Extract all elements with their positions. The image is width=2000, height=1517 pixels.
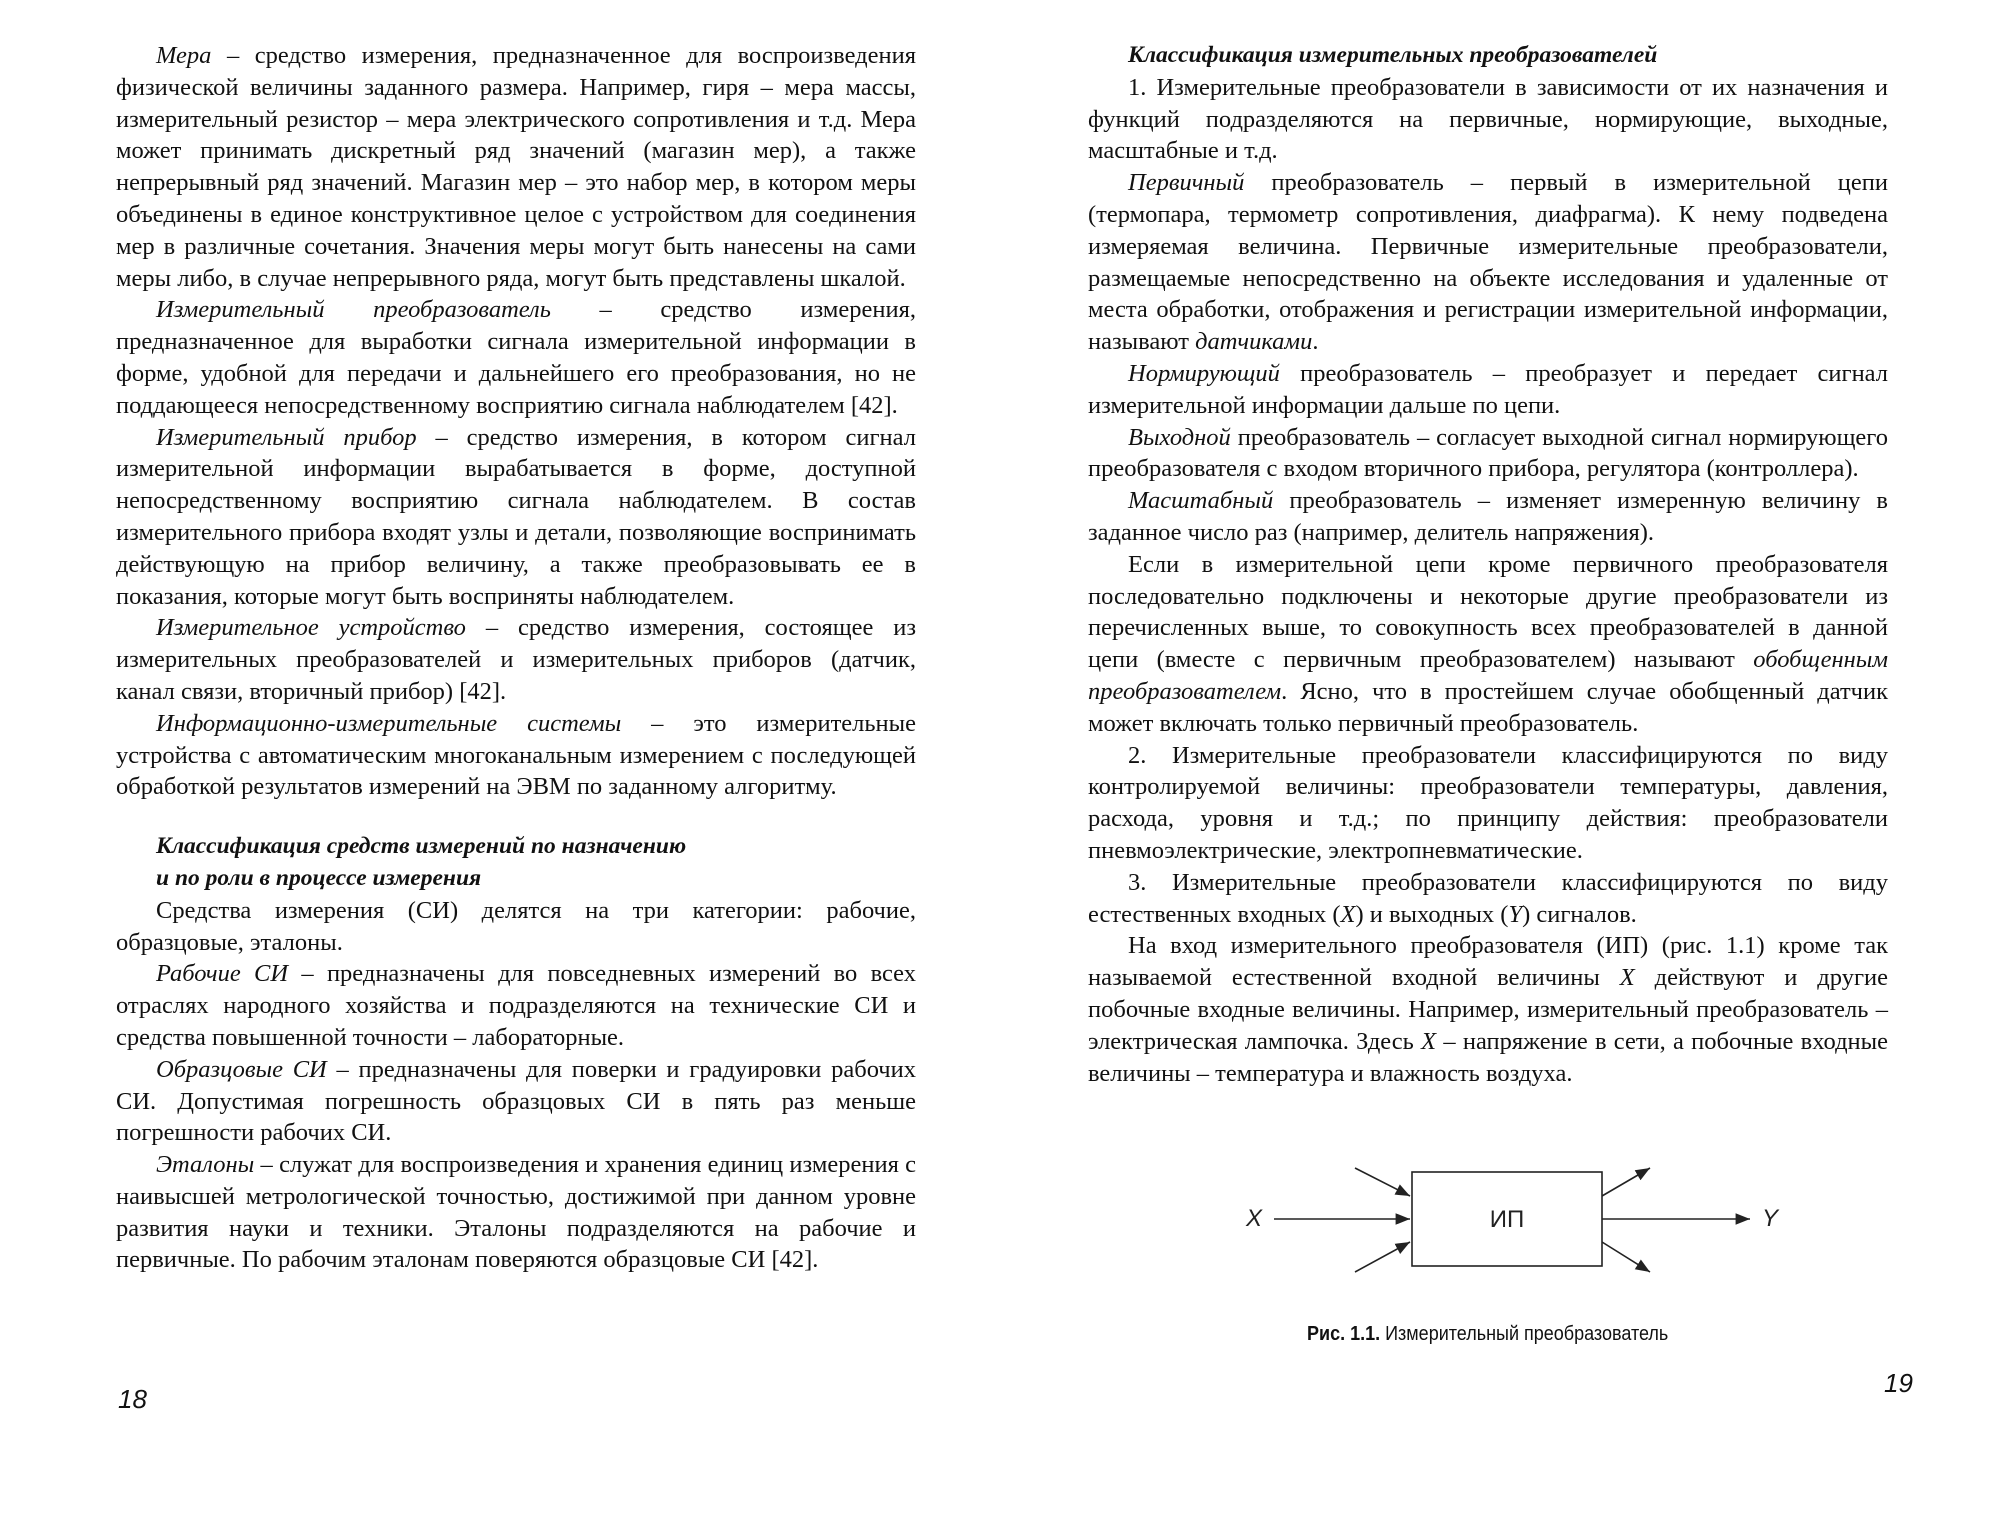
paragraph-text: действуют и другие побочные входные величины. Например, измерительный преобразователь – электрическая лампочка. Здесь — [1088, 964, 1888, 1055]
heading-line: Классификация средств измерений по назначению — [156, 833, 687, 860]
right-page — [1088, 40, 1888, 1089]
paragraph-text: – средство измерения, в котором сигнал измерительной информации вырабатывается в форме, доступной непосредственному восприятию сигнала наблюдателем. В состав измерительного прибора входят узлы и детали, позволяющие воспринимать действующую на прибор величину, а также преобразовывать ее в показания, которые могут быть восприняты наблюдателем. — [116, 423, 916, 610]
term: обобщенным преобразователем — [1088, 646, 1888, 705]
paragraph-text: – средство измерения, состоящее из измерительных преобразователей и измерительных приборов (датчик, канал связи, вторичный прибор) [42]. — [116, 614, 916, 705]
term: Рабочие СИ — [156, 960, 289, 988]
paragraph-working — [116, 958, 916, 1053]
paragraph-text: – напряжение в сети, а побочные входные величины – температура и влажность воздуха. — [1088, 1027, 1888, 1087]
output-label: Y — [1762, 1205, 1779, 1232]
caption-number: Рис. 1.1. — [1307, 1323, 1381, 1345]
paragraph-instrument — [116, 422, 916, 613]
paragraph-input — [1088, 930, 1888, 1089]
caption-text: Измерительный преобразователь — [1380, 1323, 1669, 1345]
paragraph-standards — [116, 1149, 916, 1276]
side-input-arrow — [1355, 1242, 1410, 1272]
term: Масштабный — [1128, 487, 1274, 515]
paragraph-text: преобразователь – изменяет измеренную величину в заданное число раз (например, делитель напряжения). — [1088, 487, 1888, 546]
paragraph-text: ) и выходных ( — [1355, 900, 1509, 928]
paragraph-text: Средства измерения (СИ) делятся на три категории: рабочие, образцовые, эталоны. — [116, 896, 916, 956]
term: Эталоны — [156, 1151, 255, 1179]
paragraph-text: Если в измерительной цепи кроме первичного преобразователя последовательно подключены и некоторые другие преобразователи из перечисленных выше, то совокупность всех преобразователей в данной цепи (вместе с первичным преобразователем) называют — [1088, 550, 1888, 674]
paragraph-text: . — [1312, 328, 1319, 356]
term: Мера — [156, 42, 212, 69]
paragraph-normalizing — [1088, 358, 1888, 422]
paragraph-text: ) сигналов. — [1522, 900, 1637, 928]
paragraph-text: преобразователь – первый в измерительной цепи (термопара, термометр сопротивления, диафрагма). К нему подведена измеряемая величина. Первичные измерительные преобразователи, размещаемые непосредственно на объекте исследования и удаленные от места обработки, отображения и регистрации измерительной информации, называют — [1088, 169, 1888, 356]
paragraph-scaling — [1088, 485, 1888, 549]
paragraph-converter — [116, 294, 916, 421]
input-label: X — [1246, 1205, 1263, 1232]
left-page — [116, 40, 916, 1276]
side-output-arrow — [1602, 1168, 1650, 1196]
symbol-x: X — [1619, 964, 1635, 992]
symbol-x: X — [1340, 900, 1356, 928]
paragraph-classification-2: 2. Измерительные преобразователи классифицируются по виду контролируемой величины: преобразователи температуры, давления, расхода, уровня и т.д.; по принципу действия: преобразователи пневмоэлектрические, электропневматические. — [1088, 741, 1888, 864]
term: Измерительное устройство — [156, 614, 466, 642]
box-label: ИП — [1489, 1206, 1525, 1233]
term: Информационно-измерительные системы — [156, 709, 622, 737]
figure-converter-diagram — [1230, 1150, 1830, 1320]
term: Измерительный прибор — [156, 423, 417, 451]
paragraph-text: преобразователь – согласует выходной сигнал нормирующего преобразователя с входом вторичного прибора, регулятора (контроллера). — [1088, 423, 1888, 483]
paragraph-text: . Ясно, что в простейшем случае обобщенный датчик может включать только первичный преобразователь. — [1088, 677, 1888, 737]
page-number: 19 — [1884, 1368, 1913, 1398]
term: Нормирующий — [1128, 359, 1280, 387]
paragraph-primary — [1088, 167, 1888, 358]
paragraph-text: – предназначены для повседневных измерений во всех отраслях народного хозяйства и подразделяются на технические СИ и средства повышенной точности – лабораторные. — [116, 960, 916, 1051]
term: Выходной — [1128, 423, 1231, 451]
symbol-x: X — [1421, 1027, 1437, 1055]
figure-caption — [1307, 1323, 1775, 1346]
term: Измерительный преобразователь — [156, 296, 551, 324]
paragraph-categories — [116, 895, 916, 959]
paragraph-device — [116, 612, 916, 707]
paragraph-systems — [116, 708, 916, 803]
section-heading — [116, 831, 916, 895]
symbol-y: Y — [1508, 900, 1523, 928]
paragraph-text: 3. Измерительные преобразователи классифицируются по виду естественных входных ( — [1088, 868, 1888, 928]
paragraph-text: – это измерительные устройства с автоматическим многоканальным измерением с последующей обработкой результатов измерений на ЭВМ по заданному алгоритму. — [116, 709, 916, 801]
term: Образцовые СИ — [156, 1055, 327, 1083]
page-number: 18 — [118, 1384, 147, 1414]
term: Первичный — [1128, 169, 1245, 197]
side-input-arrow — [1355, 1168, 1410, 1196]
paragraph-text: – служат для воспроизведения и хранения единиц измерения с наивысшей метрологической точностью, достижимой при данном уровне развития науки и техники. Эталоны подразделяются на рабочие и первичные. По рабочим эталонам поверяются образцовые СИ [42]. — [116, 1151, 916, 1274]
paragraph-reference — [116, 1054, 916, 1149]
paragraph-text: – предназначены для поверки и градуировки рабочих СИ. Допустимая погрешность образцовых СИ в пять раз меньше погрешности рабочих СИ. — [116, 1055, 916, 1147]
heading-line: и по роли в процессе измерения — [156, 864, 482, 891]
paragraph-intro: 1. Измерительные преобразователи в зависимости от их назначения и функций подразделяются на первичные, нормирующие, выходные, масштабные и т.д. — [1088, 73, 1888, 165]
paragraph-text: – средство измерения, предназначенное для выработки сигнала измерительной информации в форме, удобной для передачи и дальнейшего его преобразования, но не поддающееся непосредственному восприятию сигнала наблюдателем [42]. — [116, 296, 916, 419]
section-heading: Классификация измерительных преобразователей — [1128, 42, 1658, 68]
diagram-svg — [1230, 1150, 1830, 1320]
paragraph-mera — [116, 40, 916, 294]
term: датчиками — [1195, 328, 1313, 356]
paragraph-generalized — [1088, 549, 1888, 740]
side-output-arrow — [1602, 1242, 1650, 1272]
paragraph-classification-3 — [1088, 867, 1888, 931]
paragraph-output — [1088, 422, 1888, 486]
paragraph-text: преобразователь – преобразует и передает сигнал измерительной информации дальше по цепи. — [1088, 359, 1888, 419]
paragraph-text: – средство измерения, предназначенное для воспроизведения физической величины заданного размера. Например, гиря – мера массы, измерительный резистор – мера электрического сопротивления и т.д. Мера может принимать дискретный ряд значений (магазин мер), а также непрерывный ряд значений. Магазин мер – это набор мер, в котором меры объединены в единое конструктивное целое с устройством для соединения мер в различные сочетания. Значения меры могут быть нанесены на сами меры либо, в случае непрерывного ряда, могут быть представлены шкалой. — [116, 42, 916, 292]
paragraph-text: На вход измерительного преобразователя (ИП) (рис. 1.1) кроме так называемой естественной входной величины — [1088, 932, 1888, 992]
